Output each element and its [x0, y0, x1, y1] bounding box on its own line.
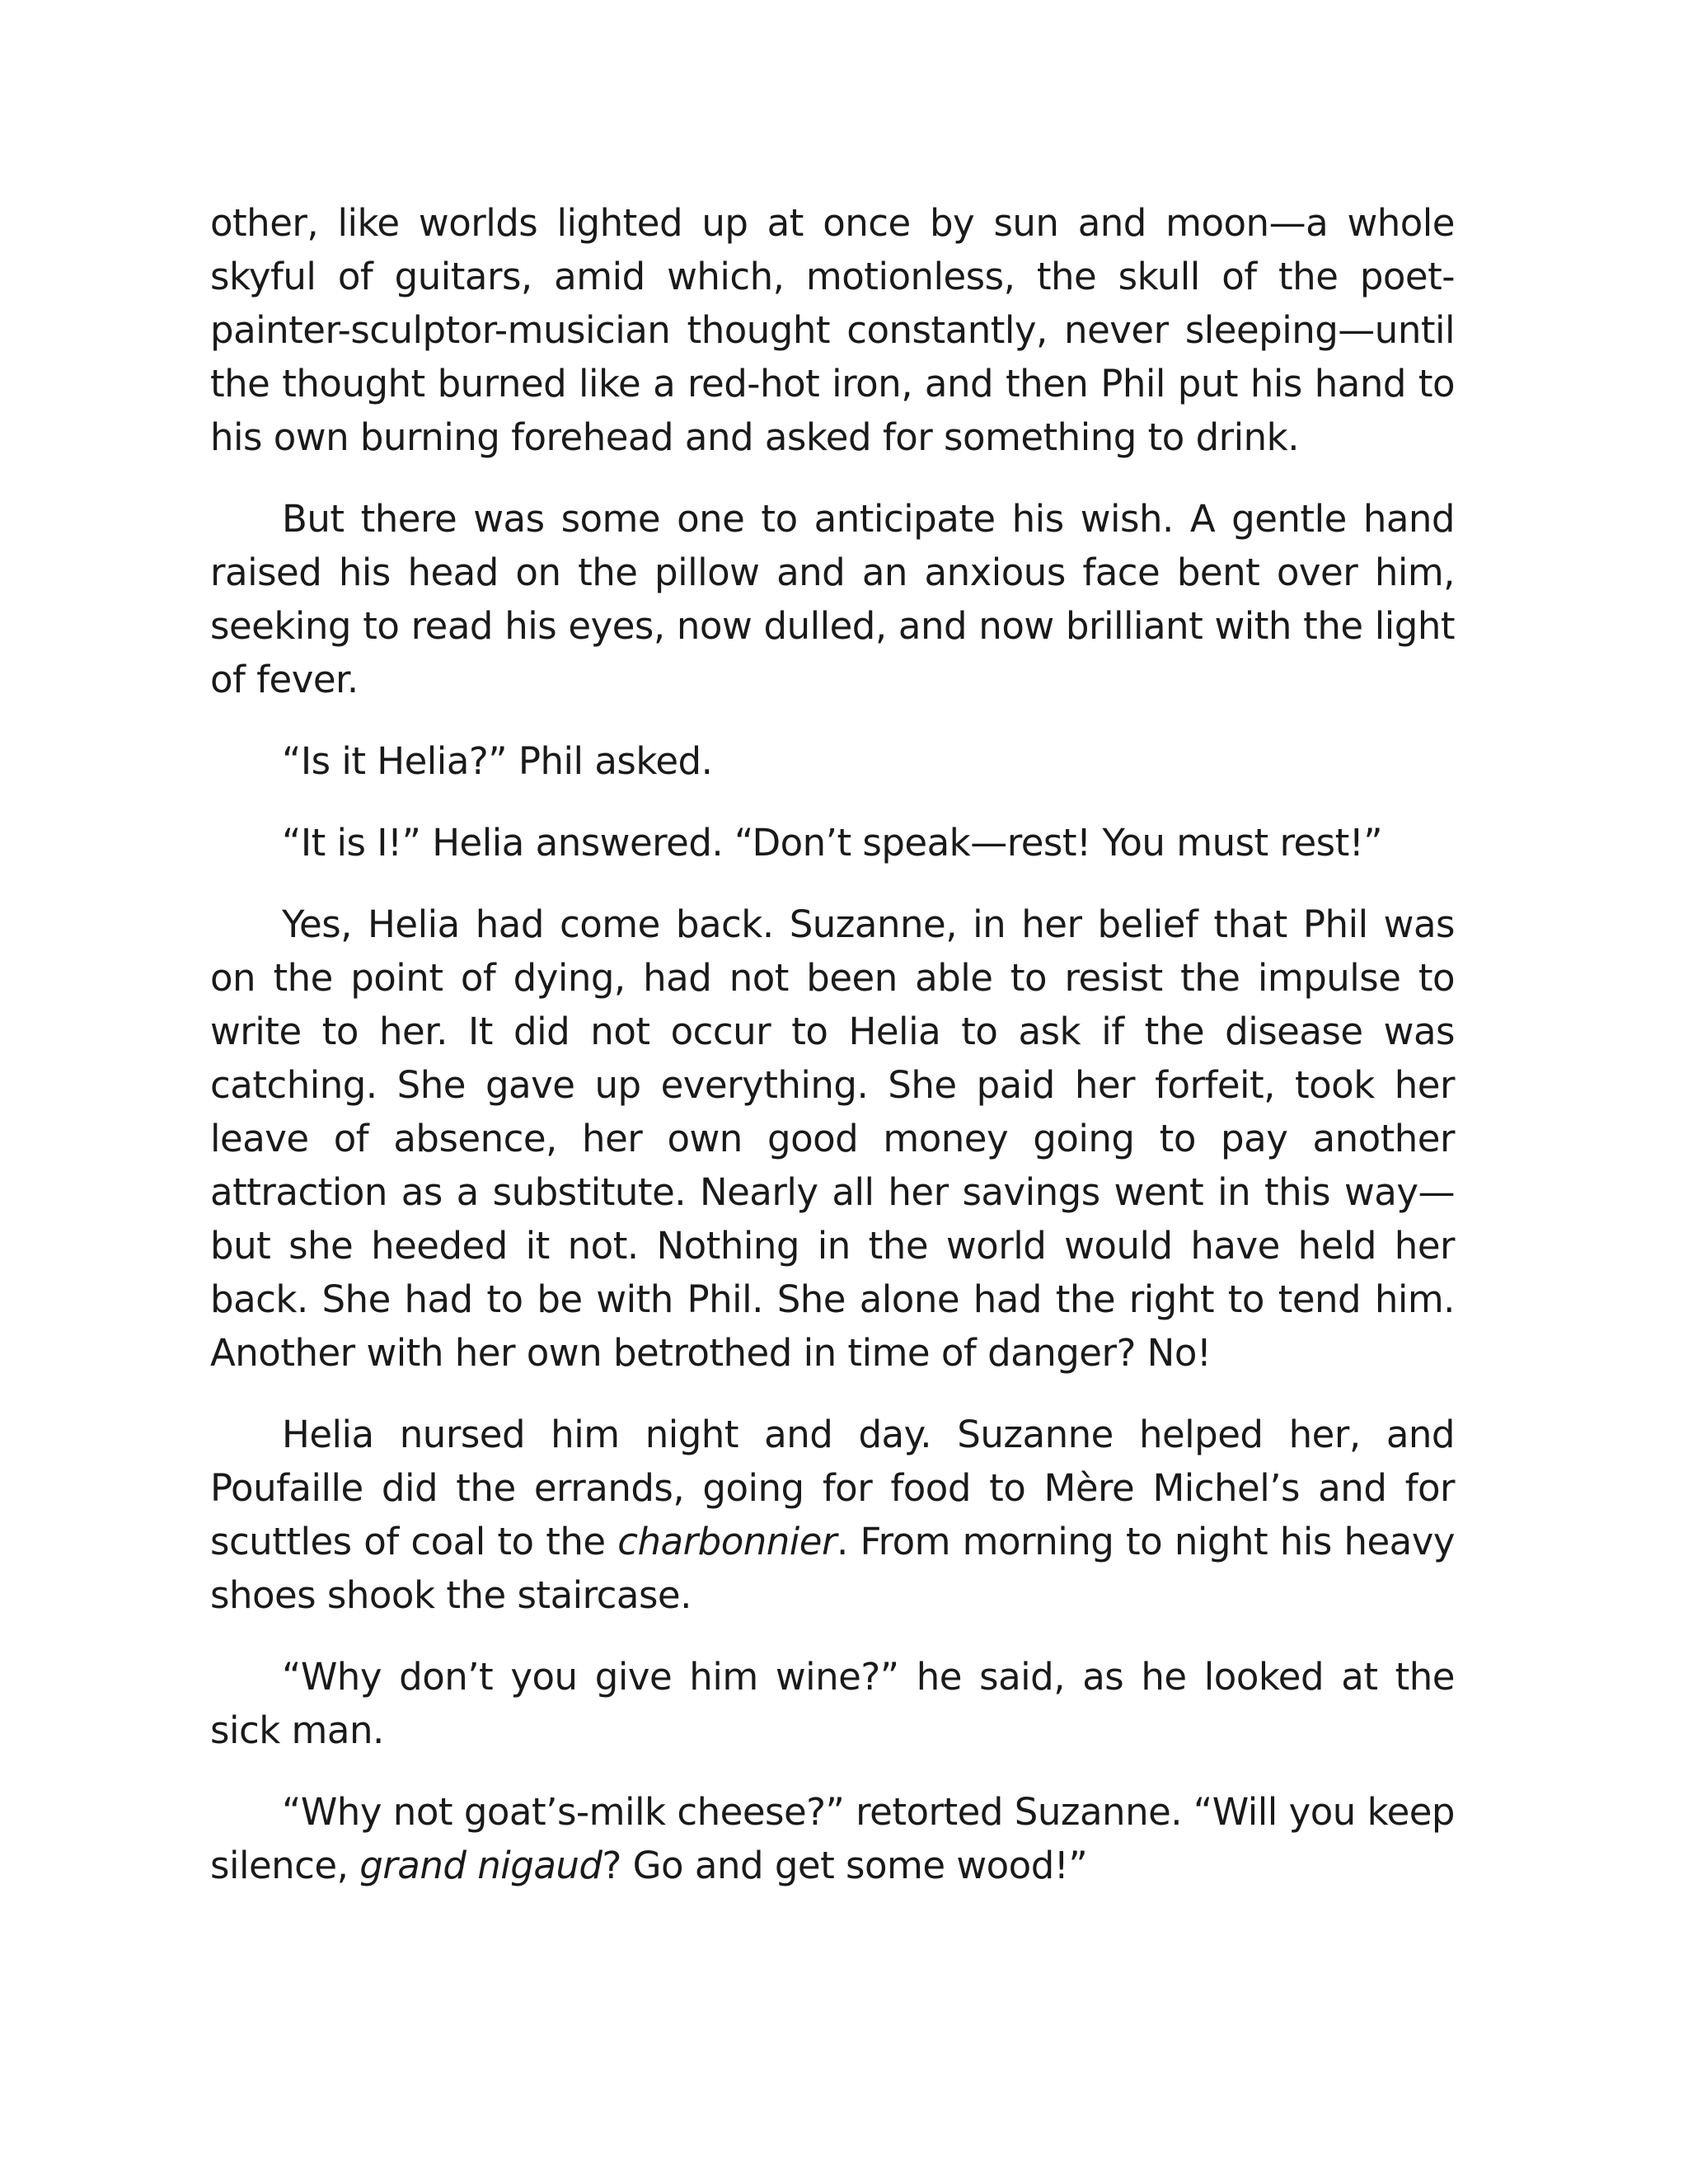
- paragraph-4-text: “It is I!” Helia answered. “Don’t speak—rest! You must rest!”: [282, 821, 1383, 865]
- paragraph-2-text: But there was some one to anticipate his wish. A gentle hand raised his head on the pillow and an anxious face bent over him, seeking to read his eyes, now dulled, and now brilliant with the light of fever.: [210, 497, 1455, 701]
- paragraph-7: [210, 1650, 1455, 1757]
- paragraph-7-text: “Why don’t you give him wine?” he said, as he looked at the sick man.: [210, 1655, 1455, 1752]
- paragraph-3: [210, 734, 1455, 788]
- paragraph-6-text-b: . From morning to night his heavy shoes shook the staircase.: [210, 1520, 1455, 1617]
- paragraph-6-italic-term: charbonnier: [617, 1520, 837, 1563]
- paragraph-6-text-a: Helia nursed him night and day. Suzanne helped her, and Poufaille did the errands, going for food to Mère Michel’s and for scuttles of coal to the: [210, 1413, 1455, 1563]
- paragraph-1: [210, 196, 1455, 464]
- paragraph-8-italic-term: grand nigaud: [359, 1844, 603, 1887]
- paragraph-1-text: other, like worlds lighted up at once by sun and moon—a whole skyful of guitars, amid which, motionless, the skull of the poet-painter-sculptor-musician thought constantly, never sleeping—until the thought burned like a red-hot iron, and then Phil put his hand to his own burning forehead and asked for something to drink.: [210, 201, 1455, 459]
- paragraph-5-text: Yes, Helia had come back. Suzanne, in her belief that Phil was on the point of dying, had not been able to resist the impulse to write to her. It did not occur to Helia to ask if the disease was catching. She gave up everything. She paid her forfeit, took her leave of absence, her own good money going to pay another attraction as a substitute. Nearly all her savings went in this way—but she heeded it not. Nothing in the world would have held her back. She had to be with Phil. She alone had the right to tend him. Another with her own betrothed in time of danger? No!: [210, 902, 1455, 1375]
- paragraph-8: [210, 1785, 1455, 1892]
- paragraph-3-text: “Is it Helia?” Phil asked.: [282, 739, 713, 783]
- paragraph-8-text-b: ? Go and get some wood!”: [602, 1844, 1088, 1887]
- paragraph-4: [210, 816, 1455, 869]
- paragraph-2: [210, 492, 1455, 706]
- paragraph-6: [210, 1408, 1455, 1622]
- paragraph-8-text-a: “Why not goat’s-milk cheese?” retorted Suzanne. “Will you keep silence,: [210, 1790, 1455, 1887]
- document-page: [210, 196, 1455, 1920]
- paragraph-5: [210, 898, 1455, 1380]
